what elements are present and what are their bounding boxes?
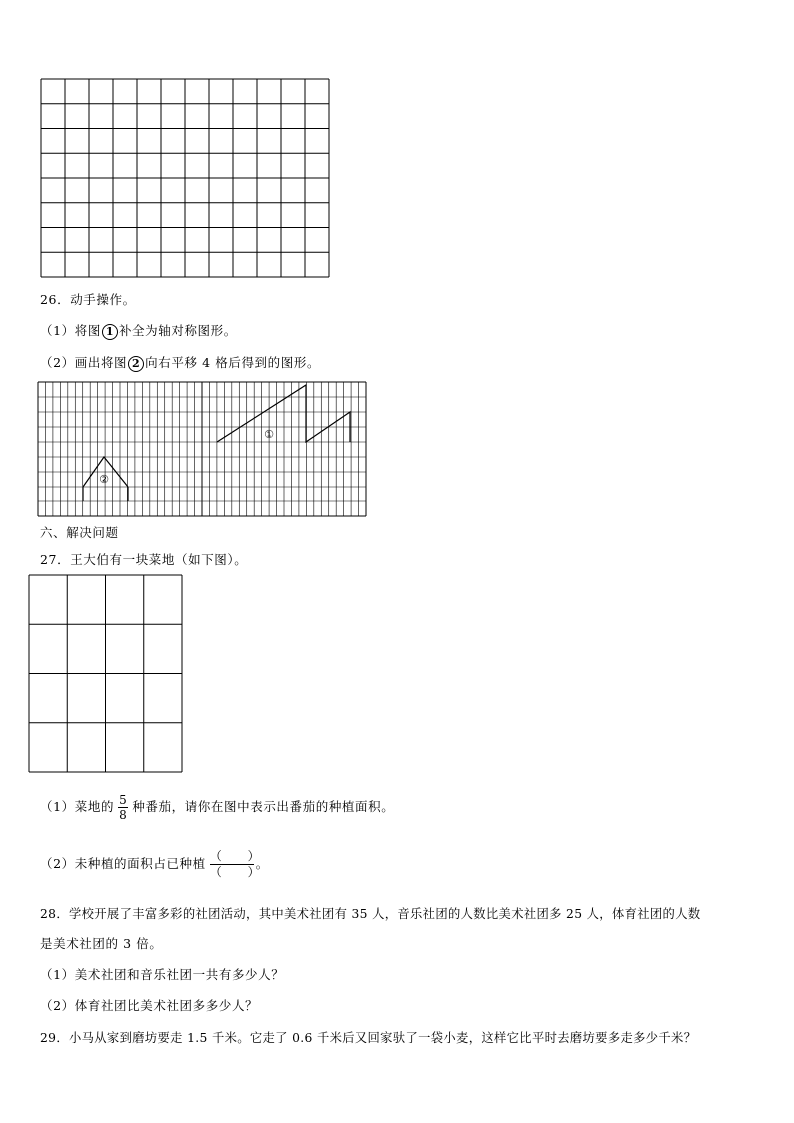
circled-number-2: 2 [128, 356, 144, 372]
circled-number-1: 1 [102, 324, 118, 340]
q26-task-1-prefix: （1）将图 [40, 323, 101, 338]
q27-part-1-prefix: （1）菜地的 [40, 799, 115, 814]
figure-2-label: ② [99, 473, 109, 486]
answer-blank-fraction[interactable] [209, 849, 261, 880]
q26-task-2-prefix: （2）画出将图 [40, 355, 128, 370]
q26-task-2 [40, 355, 320, 372]
q27-part-2 [40, 849, 269, 880]
section-6-heading: 六、解决问题 [40, 525, 119, 540]
q28-part-2: （2）体育社团比美术社团多多少人？ [40, 998, 259, 1013]
q27-part-2-period: 。 [255, 856, 269, 871]
figure-1-label: ① [264, 428, 274, 441]
fraction-numerator: 5 [119, 793, 128, 807]
q26-task-1-text: 补全为轴对称图形。 [118, 323, 237, 338]
q26-task-2-text: 向右平移 4 格后得到的图形。 [145, 355, 321, 370]
q27-title: 27．王大伯有一块菜地（如下图）。 [40, 552, 248, 567]
q27-part-2-prefix: （2）未种植的面积占已种植 [40, 856, 206, 871]
q26-task-1 [40, 323, 237, 340]
q27-part-1-text: 种番茄，请你在图中表示出番茄的种植面积。 [132, 799, 395, 814]
q26-title: 26．动手操作。 [40, 292, 136, 307]
q27-part-1 [40, 793, 394, 822]
q28-line-2: 是美术社团的 3 倍。 [40, 936, 163, 951]
q26-drawing-grid [38, 382, 366, 516]
top-square-grid [41, 79, 329, 277]
blank-numerator[interactable]: （ ） [209, 849, 261, 863]
fraction-denominator: 8 [119, 808, 128, 822]
q29-text: 29．小马从家到磨坊要走 1.5 千米。它走了 0.6 千米后又回家驮了一袋小麦，这样它比平时去磨坊要多走多少千米？ [40, 1031, 697, 1045]
q28-part-1: （1）美术社团和音乐社团一共有多少人？ [40, 967, 285, 982]
fraction-five-eighths [118, 793, 128, 822]
blank-denominator[interactable]: （ ） [209, 865, 261, 879]
figure-1-outline [217, 385, 350, 442]
q28-line-1: 28．学校开展了丰富多彩的社团活动，其中美术社团有 35 人，音乐社团的人数比美术社团多 25 人，体育社团的人数 [40, 907, 701, 921]
q26-grid-lines [38, 382, 366, 516]
vegetable-plot-grid [29, 575, 182, 772]
